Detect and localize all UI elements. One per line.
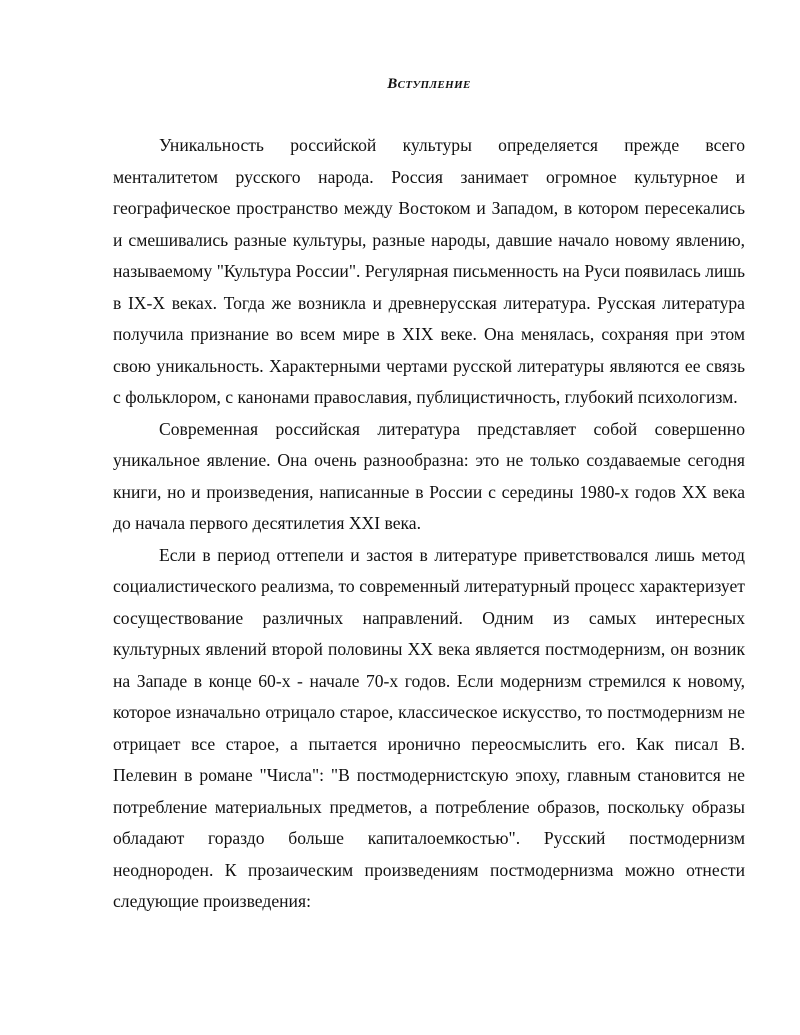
document-page — [113, 70, 745, 918]
paragraph-1: Уникальность российской культуры определяется прежде всего менталитетом русского народа. Россия занимает огромное культурное и географическое пространство между Востоком и Западом, в котором пересекались и смешивались разные культуры, разные народы, давшие начало новому явлению, называемому "Культура России". Регулярная письменность на Руси появилась лишь в IX-X веках. Тогда же возникла и древнерусская литература. Русская литература получила признание во всем мире в XIX веке. Она менялась, сохраняя при этом свою уникальность. Характерными чертами русской литературы являются ее связь с фольклором, с канонами православия, публицистичность, глубокий психологизм. — [113, 135, 745, 407]
paragraph-2: Современная российская литература представляет собой совершенно уникальное явление. Она очень разнообразна: это не только создаваемые сегодня книги, но и произведения, написанные в России с середины 1980-х годов XX века до начала первого десятилетия XXI века. — [113, 418, 745, 533]
paragraph-3: Если в период оттепели и застоя в литературе приветствовался лишь метод социалистического реализма, то современный литературный процесс характеризует сосуществование различных направлений. Одним из самых интересных культурных явлений второй половины XX века является постмодернизм, он возник на Западе в конце 60-х - начале 70-х годов. Если модернизм стремился к новому, которое изначально отрицало старое, классическое искусство, то постмодернизм не отрицает все старое, а пытается иронично переосмыслить его. Как писал В. Пелевин в романе "Числа": "В постмодернистскую эпоху, главным становится не потребление материальных предметов, а потребление образов, поскольку образы обладают гораздо больше капиталоемкостью". Русский постмодернизм неоднороден. К прозаическим произведениям постмодернизма можно отнести следующие произведения: — [113, 544, 745, 911]
document-title: Вступление — [387, 76, 471, 92]
